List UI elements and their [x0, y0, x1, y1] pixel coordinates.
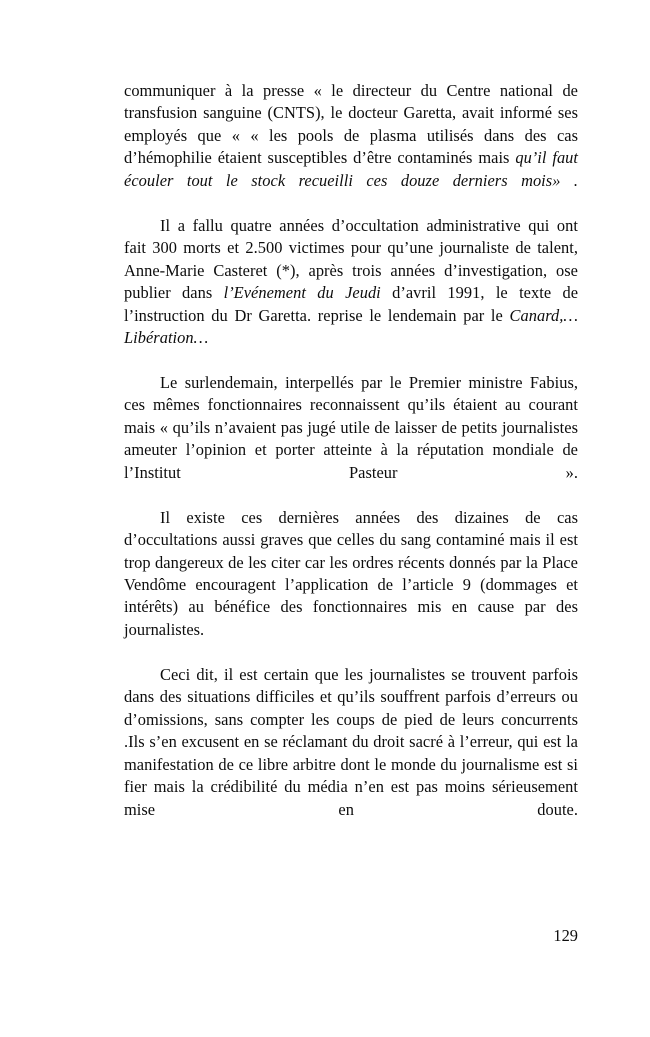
paragraph-2	[124, 215, 578, 372]
italic-run: qu’il faut écouler tout le stock recueilli ces douze derniers mois» .	[124, 148, 579, 190]
text-run: communiquer à la presse « le directeur du Centre national de transfusion sanguine (CNTS), le docteur Garetta, avait informé ses employés que « « les pools de plasma utilisés dans des cas d’hémophilie étaient susceptibles d’être contaminés mais	[124, 81, 578, 168]
page-number: 129	[553, 926, 578, 945]
text-run: Le surlendemain, interpellés par le Premier ministre Fabius, ces mêmes fonctionnaires reconnaissent qu’ils étaient au courant mais « qu’ils n’avaient pas jugé utile de laisser de petits journalistes ameuter l’opinion et porter atteinte à la réputation mondiale de l’Institut Pasteur ».	[124, 372, 578, 482]
text-run: Il existe ces dernières années des dizaines de cas d’occultations aussi graves que celles du sang contaminé mais il est trop dangereux de les citer car les ordres récents donnés par la Place Vendôme encouragent l’application de l’article 9 (dommages et intérêts) au bénéfice des fonctionnaires mis en cause par des journalistes.	[124, 507, 578, 639]
italic-run: l’Evénement du Jeudi	[223, 283, 381, 303]
paragraph-3	[124, 372, 578, 507]
paragraph-5	[124, 664, 578, 844]
paragraph-1	[124, 80, 578, 215]
text-run: Il a fallu quatre années d’occultation administrative qui ont fait 300 morts et 2.500 victimes pour qu’une journaliste de talent, Anne-Marie Casteret (*), après trois années d’investigation, ose publier dans	[124, 215, 578, 303]
paragraph-4	[124, 507, 578, 664]
body-text-column	[124, 80, 578, 843]
italic-run: Canard,…Libération…	[124, 305, 578, 347]
text-run: d’avril 1991, le texte de l’instruction du Dr Garetta. reprise le lendemain par le	[124, 283, 579, 325]
text-run: Ceci dit, il est certain que les journalistes se trouvent parfois dans des situations difficiles et qu’ils souffrent parfois d’erreurs ou d’omissions, sans compter les coups de pied de leurs concurrents .Ils s’en excusent en se réclamant du droit sacré à l’erreur, qui est la manifestation de ce libre arbitre dont le monde du journalisme est si fier mais la crédibilité du média n’en est pas moins sérieusement mise en doute.	[124, 664, 578, 819]
